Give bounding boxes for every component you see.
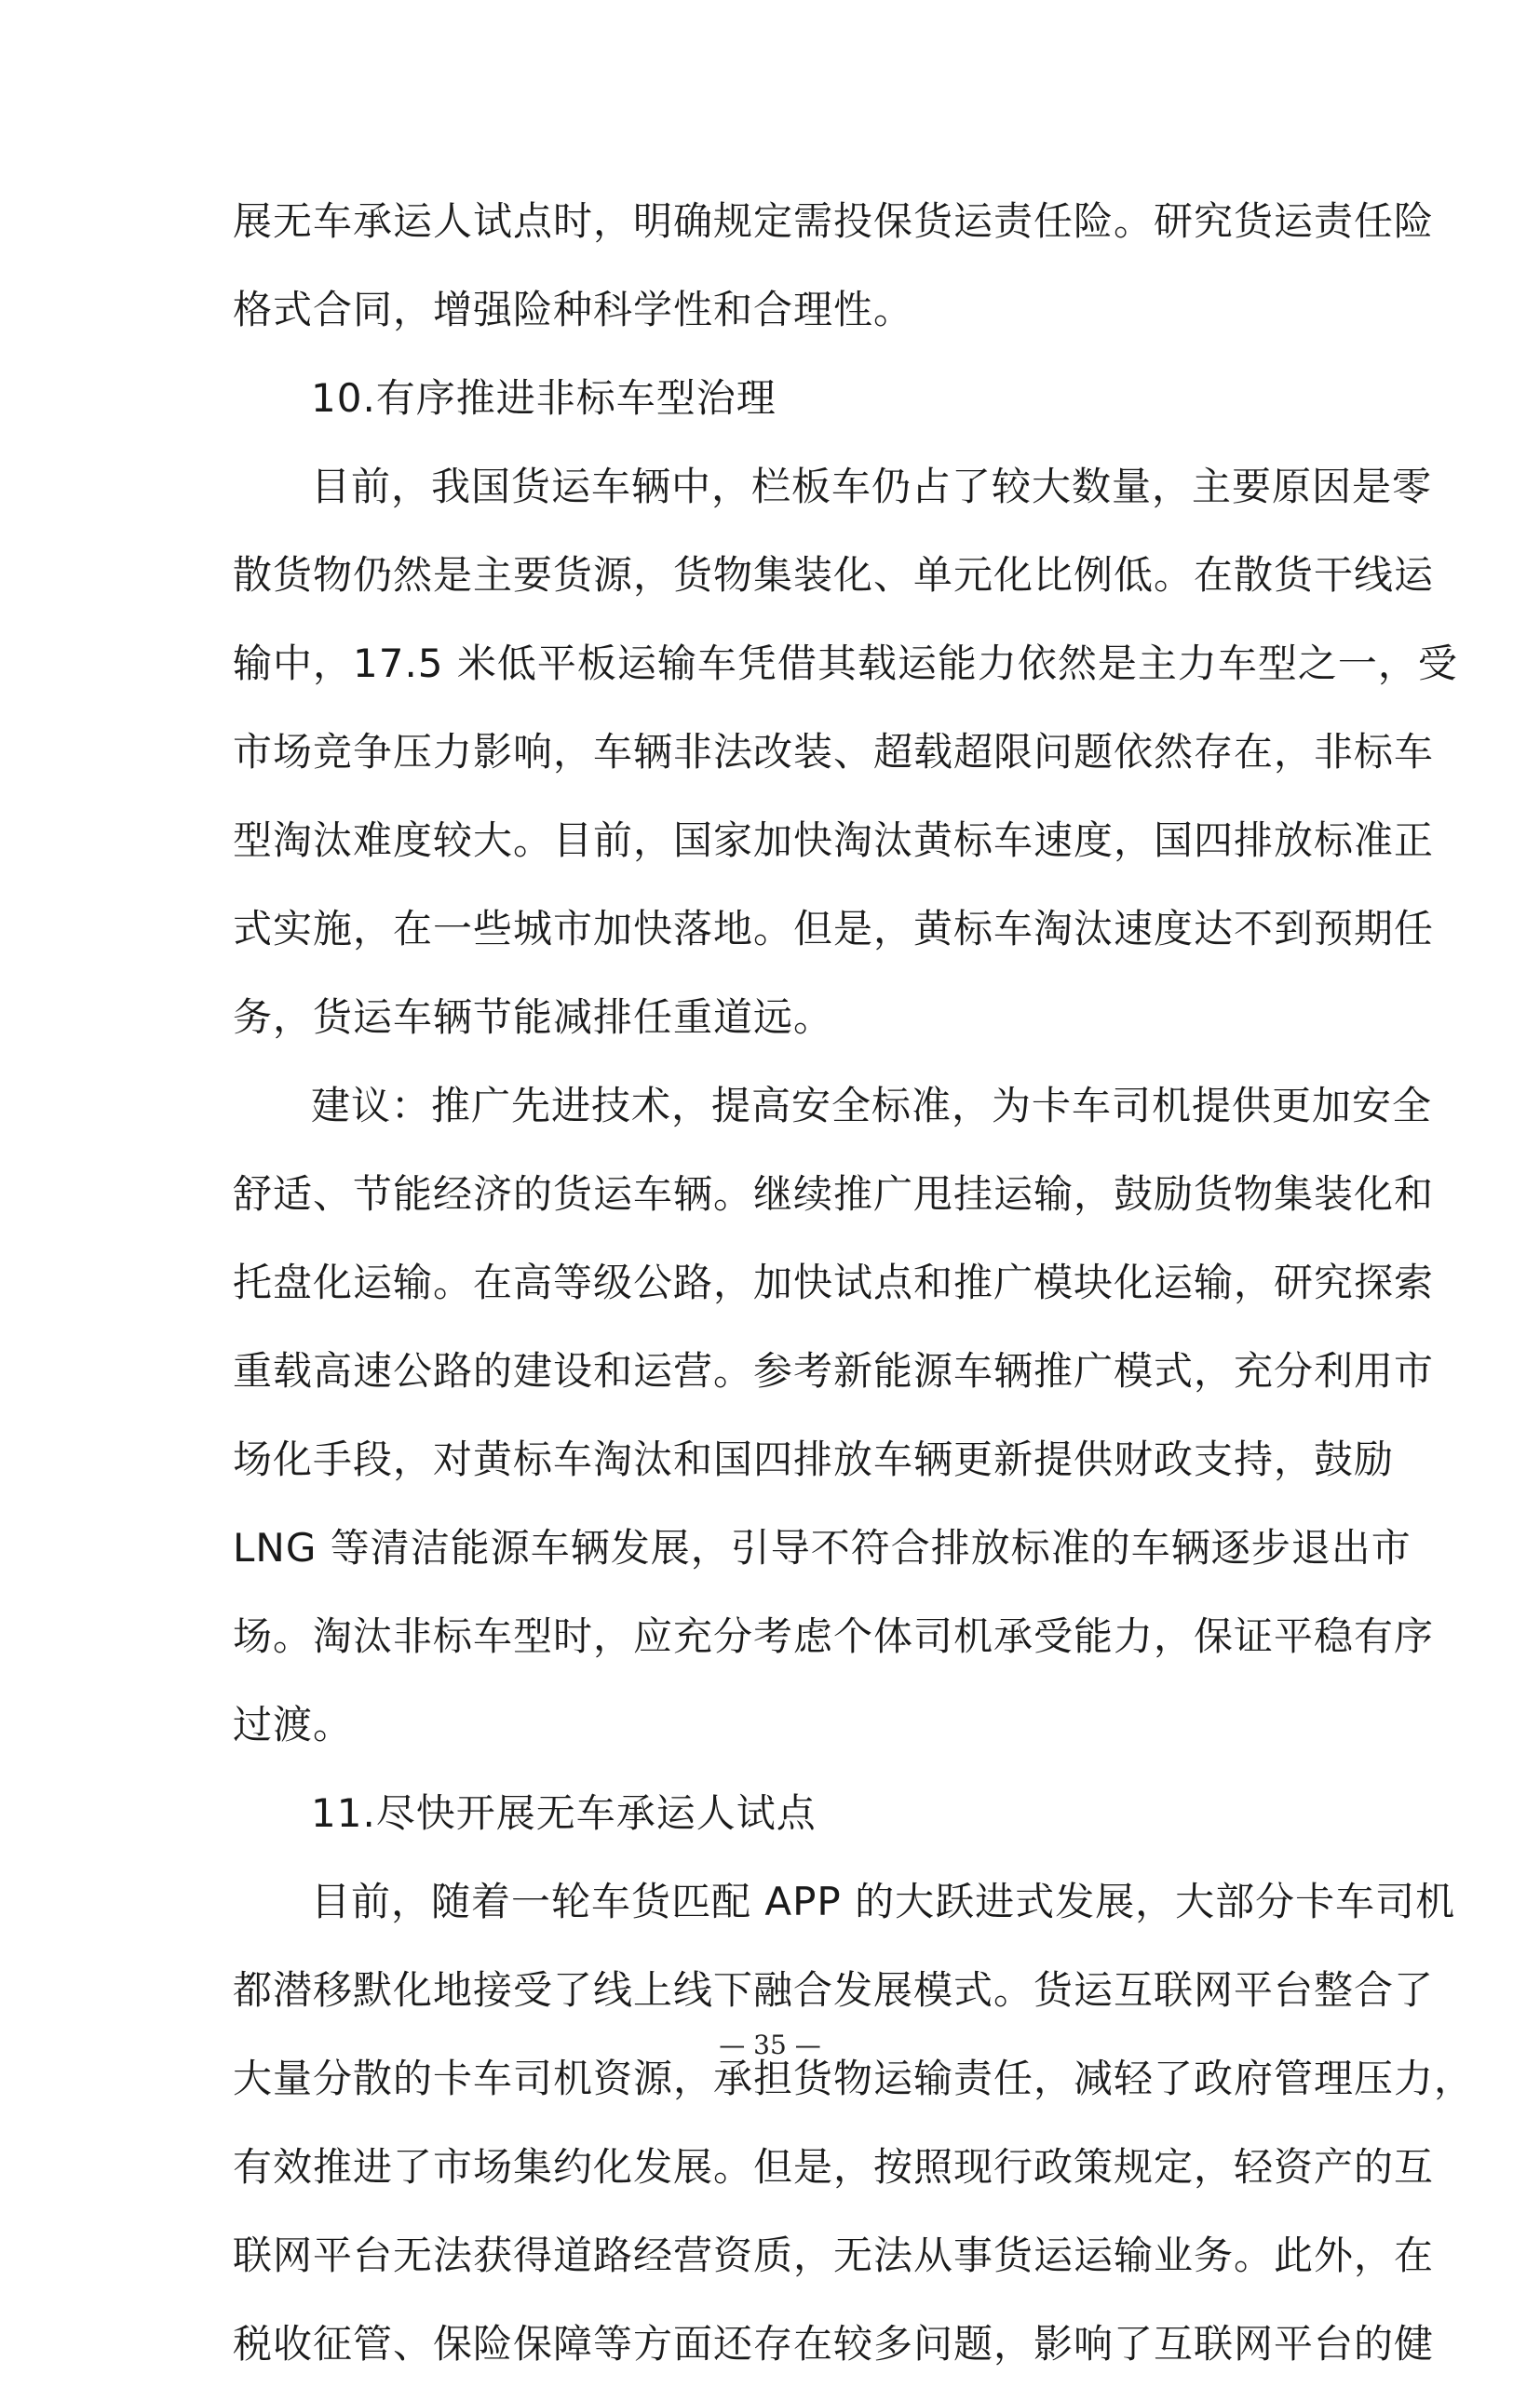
text-line: LNG 等清洁能源车辆发展，引导不符合排放标准的车辆逐步退出市 [233,1525,1412,1571]
text-line: 建议：推广先进技术，提高安全标准，为卡车司机提供更加安全 [311,1083,1433,1128]
text-line: 式实施，在一些城市加快落地。但是，黄标车淘汰速度达不到预期任 [233,906,1435,951]
text-line: 型淘汰难度较大。目前，国家加快淘汰黄标车速度，国四排放标准正 [233,817,1435,863]
text-line: 目前，随着一轮车货匹配 APP 的大跃进式发展，大部分卡车司机 [311,1879,1456,1924]
text-line: 重载高速公路的建设和运营。参考新能源车辆推广模式，充分利用市 [233,1348,1435,1394]
paragraph-10-status [233,442,1458,1061]
text-line: 过渡。 [233,1702,354,1747]
page-number: — 35 — [719,2030,821,2060]
paragraph-11-status [233,1857,1475,2388]
text-line: 都潜移默化地接受了线上线下融合发展模式。货运互联网平台整合了 [233,1967,1435,2013]
text-line: 市场竞争压力影响，车辆非法改装、超载超限问题依然存在，非标车 [233,729,1435,775]
text-line: 格式合同，增强险种科学性和合理性。 [233,287,914,332]
text-line: 展无车承运人试点时，明确规定需投保货运责任险。研究货运责任险 [233,198,1435,244]
text-line: 托盘化运输。在高等级公路，加快试点和推广模块化运输，研究探索 [233,1260,1435,1305]
text-line: 场。淘汰非标车型时，应充分考虑个体司机承受能力，保证平稳有序 [233,1613,1435,1659]
section-heading-11: 11.尽快开展无车承运人试点 [311,1790,817,1836]
text-line: 散货物仍然是主要货源，货物集装化、单元化比例低。在散货干线运 [233,552,1435,598]
text-line: 舒适、节能经济的货运车辆。继续推广甩挂运输，鼓励货物集装化和 [233,1171,1435,1217]
text-line: 目前，我国货运车辆中，栏板车仍占了较大数量，主要原因是零 [311,464,1433,509]
text-line: 输中，17.5 米低平板运输车凭借其载运能力依然是主力车型之一，受 [233,641,1458,686]
text-line: 务，货运车辆节能减排任重道远。 [233,994,834,1040]
text-line: 税收征管、保险保障等方面还存在较多问题，影响了互联网平台的健 [233,2321,1435,2367]
text-line: 场化手段，对黄标车淘汰和国四排放车辆更新提供财政支持，鼓励 [233,1437,1395,1482]
section-heading-10: 10.有序推进非标车型治理 [311,375,777,421]
text-line: 大量分散的卡车司机资源，承担货物运输责任，减轻了政府管理压力， [233,2056,1475,2101]
text-line: 联网平台无法获得道路经营资质，无法从事货运运输业务。此外，在 [233,2233,1435,2278]
text-line: 有效推进了市场集约化发展。但是，按照现行政策规定，轻资产的互 [233,2144,1435,2190]
paragraph-10-suggestion [233,1061,1435,1769]
paragraph-intro [233,177,1435,354]
